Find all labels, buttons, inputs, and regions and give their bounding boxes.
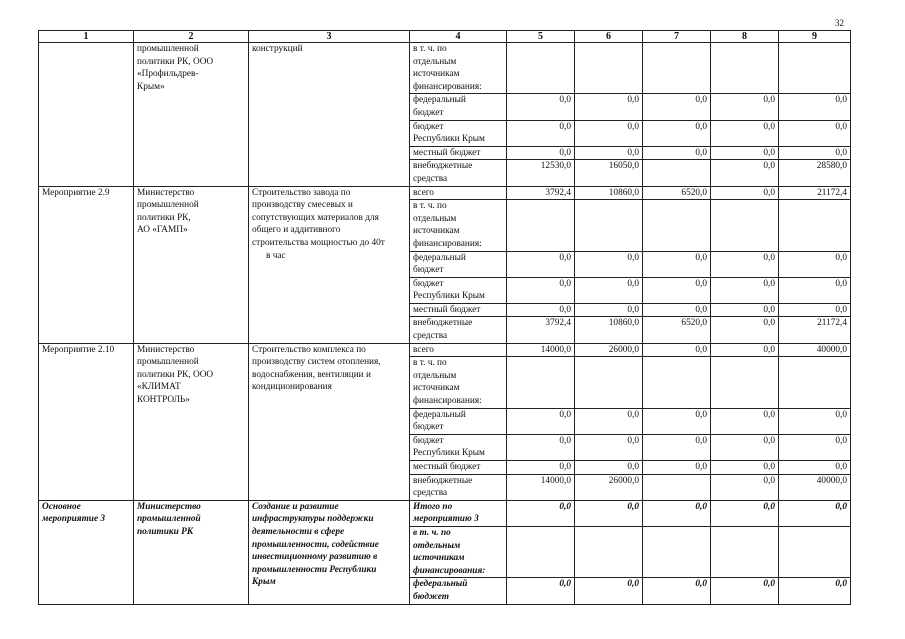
page-number: 32	[835, 18, 844, 28]
value-cell: 0,0	[643, 303, 711, 317]
value-cell: 0,0	[575, 251, 643, 277]
value-cell: 0,0	[711, 120, 779, 146]
value-cell: 0,0	[711, 146, 779, 160]
value-cell: 0,0	[711, 251, 779, 277]
source-label: в т. ч. по отдельным источникам финансирования:	[410, 200, 507, 251]
col-header-1: 1	[39, 31, 134, 43]
value-cell: 0,0	[575, 120, 643, 146]
source-label: Итого по мероприятию 3	[410, 500, 507, 526]
value-cell: 0,0	[711, 474, 779, 500]
value-cell: 0,0	[507, 500, 575, 526]
value-cell: 0,0	[643, 434, 711, 460]
value-cell: 0,0	[507, 120, 575, 146]
value-cell: 0,0	[711, 408, 779, 434]
source-label: в т. ч. по отдельным источникам финансирования:	[410, 43, 507, 94]
source-label: федеральный бюджет	[410, 94, 507, 120]
value-cell: 0,0	[711, 500, 779, 526]
value-cell: 0,0	[779, 120, 851, 146]
value-cell: 0,0	[575, 461, 643, 475]
col-header-5: 5	[507, 31, 575, 43]
value-cell: 28580,0	[779, 160, 851, 186]
source-label: всего	[410, 343, 507, 357]
description-cell: Создание и развитие инфраструктуры поддержки деятельности в сфере промышленности, содействие инвестиционному развитию в промышленности Республики Крым	[249, 500, 410, 604]
col-header-7: 7	[643, 31, 711, 43]
col-header-6: 6	[575, 31, 643, 43]
value-cell: 0,0	[575, 303, 643, 317]
value-cell	[643, 43, 711, 94]
value-cell: 0,0	[779, 303, 851, 317]
value-cell: 0,0	[779, 277, 851, 303]
value-cell: 0,0	[779, 251, 851, 277]
table-row	[39, 43, 851, 94]
value-cell: 0,0	[711, 94, 779, 120]
source-label: бюджет Республики Крым	[410, 120, 507, 146]
col-header-8: 8	[711, 31, 779, 43]
value-cell: 0,0	[643, 146, 711, 160]
value-cell: 0,0	[575, 578, 643, 604]
value-cell: 0,0	[779, 578, 851, 604]
value-cell: 0,0	[575, 434, 643, 460]
value-cell: 0,0	[575, 94, 643, 120]
value-cell	[779, 357, 851, 408]
value-cell: 0,0	[575, 500, 643, 526]
col-header-9: 9	[779, 31, 851, 43]
event-name-cell	[39, 43, 134, 187]
value-cell: 12530,0	[507, 160, 575, 186]
table-row	[39, 500, 851, 526]
value-cell: 0,0	[779, 434, 851, 460]
table-row	[39, 343, 851, 357]
event-name-cell: Основное мероприятие 3	[39, 500, 134, 604]
col-header-3: 3	[249, 31, 410, 43]
value-cell	[575, 200, 643, 251]
value-cell	[711, 526, 779, 577]
source-label: внебюджетные средства	[410, 160, 507, 186]
source-label: местный бюджет	[410, 461, 507, 475]
value-cell: 10860,0	[575, 186, 643, 200]
value-cell	[643, 526, 711, 577]
value-cell: 3792,4	[507, 186, 575, 200]
source-label: местный бюджет	[410, 303, 507, 317]
value-cell: 40000,0	[779, 474, 851, 500]
value-cell	[507, 357, 575, 408]
value-cell: 0,0	[711, 461, 779, 475]
value-cell: 0,0	[643, 461, 711, 475]
value-cell: 0,0	[643, 408, 711, 434]
executor-cell: промышленной политики РК, ООО «Профильдрев- Крым»	[134, 43, 249, 187]
source-label: федеральный бюджет	[410, 578, 507, 604]
value-cell	[575, 526, 643, 577]
value-cell: 26000,0	[575, 474, 643, 500]
value-cell: 0,0	[643, 277, 711, 303]
value-cell: 0,0	[643, 94, 711, 120]
value-cell	[507, 526, 575, 577]
source-label: внебюджетные средства	[410, 317, 507, 343]
value-cell: 0,0	[711, 343, 779, 357]
value-cell: 0,0	[507, 578, 575, 604]
event-name-cell: Мероприятие 2.10	[39, 343, 134, 500]
col-header-4: 4	[410, 31, 507, 43]
value-cell: 0,0	[643, 578, 711, 604]
value-cell: 0,0	[643, 500, 711, 526]
value-cell	[779, 200, 851, 251]
source-label: всего	[410, 186, 507, 200]
col-header-2: 2	[134, 31, 249, 43]
value-cell: 21172,4	[779, 317, 851, 343]
value-cell: 0,0	[711, 186, 779, 200]
value-cell	[507, 200, 575, 251]
value-cell: 6520,0	[643, 186, 711, 200]
value-cell: 16050,0	[575, 160, 643, 186]
value-cell: 0,0	[507, 461, 575, 475]
value-cell: 0,0	[507, 277, 575, 303]
value-cell: 0,0	[711, 303, 779, 317]
executor-cell: Министерство промышленной политики РК	[134, 500, 249, 604]
description-cell	[249, 186, 410, 343]
source-label: местный бюджет	[410, 146, 507, 160]
value-cell: 0,0	[711, 277, 779, 303]
description-tail: в час	[266, 250, 286, 261]
value-cell: 6520,0	[643, 317, 711, 343]
value-cell: 40000,0	[779, 343, 851, 357]
value-cell	[779, 526, 851, 577]
value-cell: 26000,0	[575, 343, 643, 357]
value-cell	[643, 474, 711, 500]
source-label: бюджет Республики Крым	[410, 434, 507, 460]
value-cell: 0,0	[507, 251, 575, 277]
value-cell: 0,0	[575, 277, 643, 303]
value-cell: 0,0	[507, 434, 575, 460]
value-cell: 0,0	[779, 500, 851, 526]
source-label: в т. ч. по отдельным источникам финансирования:	[410, 526, 507, 577]
value-cell: 0,0	[507, 303, 575, 317]
value-cell	[779, 43, 851, 94]
value-cell: 0,0	[711, 578, 779, 604]
value-cell: 0,0	[575, 146, 643, 160]
value-cell: 0,0	[711, 160, 779, 186]
value-cell: 0,0	[779, 461, 851, 475]
value-cell: 14000,0	[507, 474, 575, 500]
event-name-cell: Мероприятие 2.9	[39, 186, 134, 343]
value-cell: 0,0	[507, 146, 575, 160]
value-cell: 0,0	[643, 343, 711, 357]
table-row	[39, 186, 851, 200]
executor-cell: Министерство промышленной политики РК, ООО «КЛИМАТ КОНТРОЛЬ»	[134, 343, 249, 500]
description-text: Строительство завода по производству смесевых и сопутствующих материалов для общего и аддитивного строительства мощностью до 40т	[252, 187, 385, 248]
value-cell	[575, 357, 643, 408]
value-cell	[507, 43, 575, 94]
value-cell	[643, 357, 711, 408]
value-cell	[711, 43, 779, 94]
value-cell: 0,0	[575, 408, 643, 434]
value-cell: 0,0	[711, 434, 779, 460]
value-cell: 0,0	[643, 120, 711, 146]
description-cell: Строительство комплекса по производству систем отопления, водоснабжения, вентиляции и кондиционирования	[249, 343, 410, 500]
value-cell: 0,0	[779, 146, 851, 160]
value-cell: 0,0	[779, 94, 851, 120]
source-label: в т. ч. по отдельным источникам финансирования:	[410, 357, 507, 408]
value-cell	[575, 43, 643, 94]
value-cell	[711, 200, 779, 251]
source-label: внебюджетные средства	[410, 474, 507, 500]
value-cell: 0,0	[643, 251, 711, 277]
financing-table	[38, 30, 851, 605]
value-cell: 21172,4	[779, 186, 851, 200]
value-cell: 3792,4	[507, 317, 575, 343]
description-cell: конструкций	[249, 43, 410, 187]
value-cell: 0,0	[507, 408, 575, 434]
source-label: федеральный бюджет	[410, 251, 507, 277]
value-cell	[711, 357, 779, 408]
value-cell	[643, 200, 711, 251]
value-cell: 10860,0	[575, 317, 643, 343]
value-cell: 0,0	[507, 94, 575, 120]
value-cell	[643, 160, 711, 186]
value-cell: 14000,0	[507, 343, 575, 357]
executor-cell: Министерство промышленной политики РК, АО «ГАМП»	[134, 186, 249, 343]
header-row	[39, 31, 851, 43]
source-label: федеральный бюджет	[410, 408, 507, 434]
value-cell: 0,0	[779, 408, 851, 434]
value-cell: 0,0	[711, 317, 779, 343]
source-label: бюджет Республики Крым	[410, 277, 507, 303]
